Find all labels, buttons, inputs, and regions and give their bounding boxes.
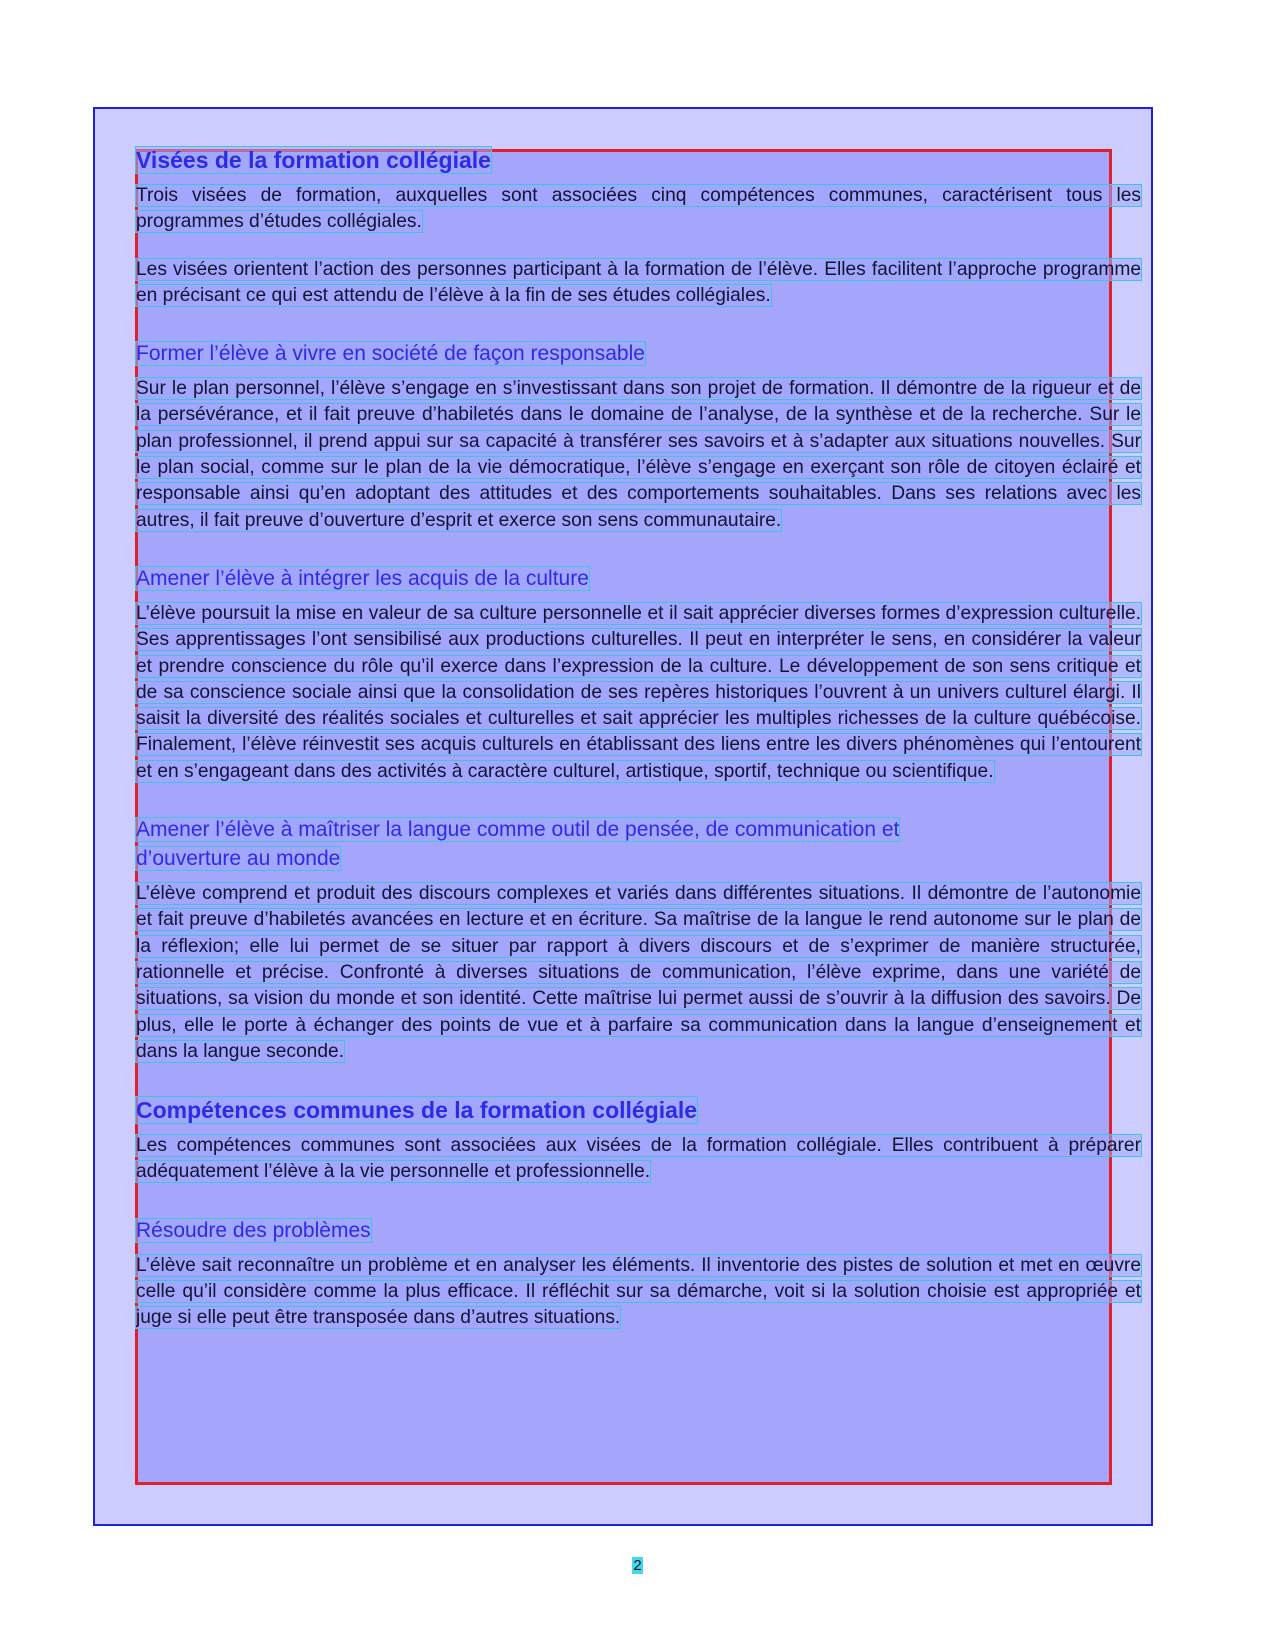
- acquis-culture-paragraph: L’élève poursuit la mise en valeur de sa culture personnelle et il sait apprécier diverses formes d’expression culturelle. Ses apprentissages l’ont sensibilisé aux productions culturelles. Il peut en interpréter le sens, en considérer la valeur et prendre conscience du rôle qu’il exerce dans l’expression de la culture. Le développement de son sens critique et de sa conscience sociale ainsi que la consolidation de ses repères historiques l’ouvrent à un univers culturel élargi. Il saisit la diversité des réalités sociales et culturelles et sait apprécier les multiples richesses de la culture québécoise. Finalement, l’élève réinvestit ses acquis culturels en établissant des liens entre les divers phénomènes qui l’entourent et en s’engageant dans des activités à caractère culturel, artistique, sportif, technique ou scientifique.: [136, 602, 1141, 782]
- vivre-en-societe-paragraph: Sur le plan personnel, l’élève s’engage en s’investissant dans son projet de formation. Il démontre de la rigueur et de la persévérance, et il fait preuve d’habiletés dans le domaine de l’analyse, de la synthèse et de la recherche. Sur le plan professionnel, il prend appui sur sa capacité à transférer ses savoirs et à s’adapter aux situations nouvelles. Sur le plan social, comme sur le plan de la vie démocratique, l’élève s’engage en exerçant son rôle de citoyen éclairé et responsable ainsi qu’en adoptant des attitudes et des comportements souhaitables. Dans ses relations avec les autres, il fait preuve d’ouverture d’esprit et exerce son sens communautaire.: [136, 378, 1141, 531]
- maitriser-langue-paragraph: L’élève comprend et produit des discours complexes et variés dans différentes situations. Il démontre de l’autonomie et fait preuve d’habiletés avancées en lecture et en écriture. Sa maîtrise de la langue le rend autonome sur le plan de la réflexion; elle lui permet de se situer par rapport à divers discours et de s’exprimer de manière structurée, rationnelle et précise. Confronté à diverses situations de communication, l’élève exprime, dans une variété de situations, sa vision du monde et son identité. Cette maîtrise lui permet aussi de s’ouvrir à la diffusion des savoirs. De plus, elle le porte à échanger des points de vue et à parfaire sa communication dans la langue d’enseignement et dans la langue seconde.: [136, 883, 1141, 1062]
- subtitle-maitriser-langue: Amener l’élève à maîtriser la langue comme outil de pensée, de communication et d’ouverture au monde: [136, 818, 900, 871]
- resoudre-problemes-paragraph: L’élève sait reconnaître un problème et en analyser les éléments. Il inventorie des pistes de solution et met en œuvre celle qu’il considère comme la plus efficace. Il réfléchit sur sa démarche, voit si la solution choisie est appropriée et juge si elle peut être transposée dans d’autres situations.: [136, 1254, 1141, 1329]
- section-title-competences: Compétences communes de la formation collégiale: [136, 1097, 698, 1124]
- subtitle-vivre-en-societe: Former l’élève à vivre en société de façon responsable: [136, 342, 645, 366]
- visees-intro-paragraph: Trois visées de formation, auxquelles sont associées cinq compétences communes, caractérisent tous les programmes d’études collégiales.: [136, 185, 1141, 233]
- subtitle-resoudre-problemes: Résoudre des problèmes: [136, 1218, 371, 1242]
- section-title-visees: Visées de la formation collégiale: [136, 147, 491, 173]
- page-number: 2: [633, 1557, 642, 1574]
- subtitle-acquis-culture: Amener l’élève à intégrer les acquis de la culture: [136, 566, 589, 590]
- competences-intro-paragraph: Les compétences communes sont associées aux visées de la formation collégiale. Elles contribuent à préparer adéquatement l’élève à la vie personnelle et professionnelle.: [136, 1135, 1141, 1183]
- page-content: [136, 145, 1141, 1332]
- visees-role-paragraph: Les visées orientent l’action des personnes participant à la formation de l’élève. Elles facilitent l’approche programme en précisant ce qui est attendu de l’élève à la fin de ses études collégiales.: [136, 258, 1141, 306]
